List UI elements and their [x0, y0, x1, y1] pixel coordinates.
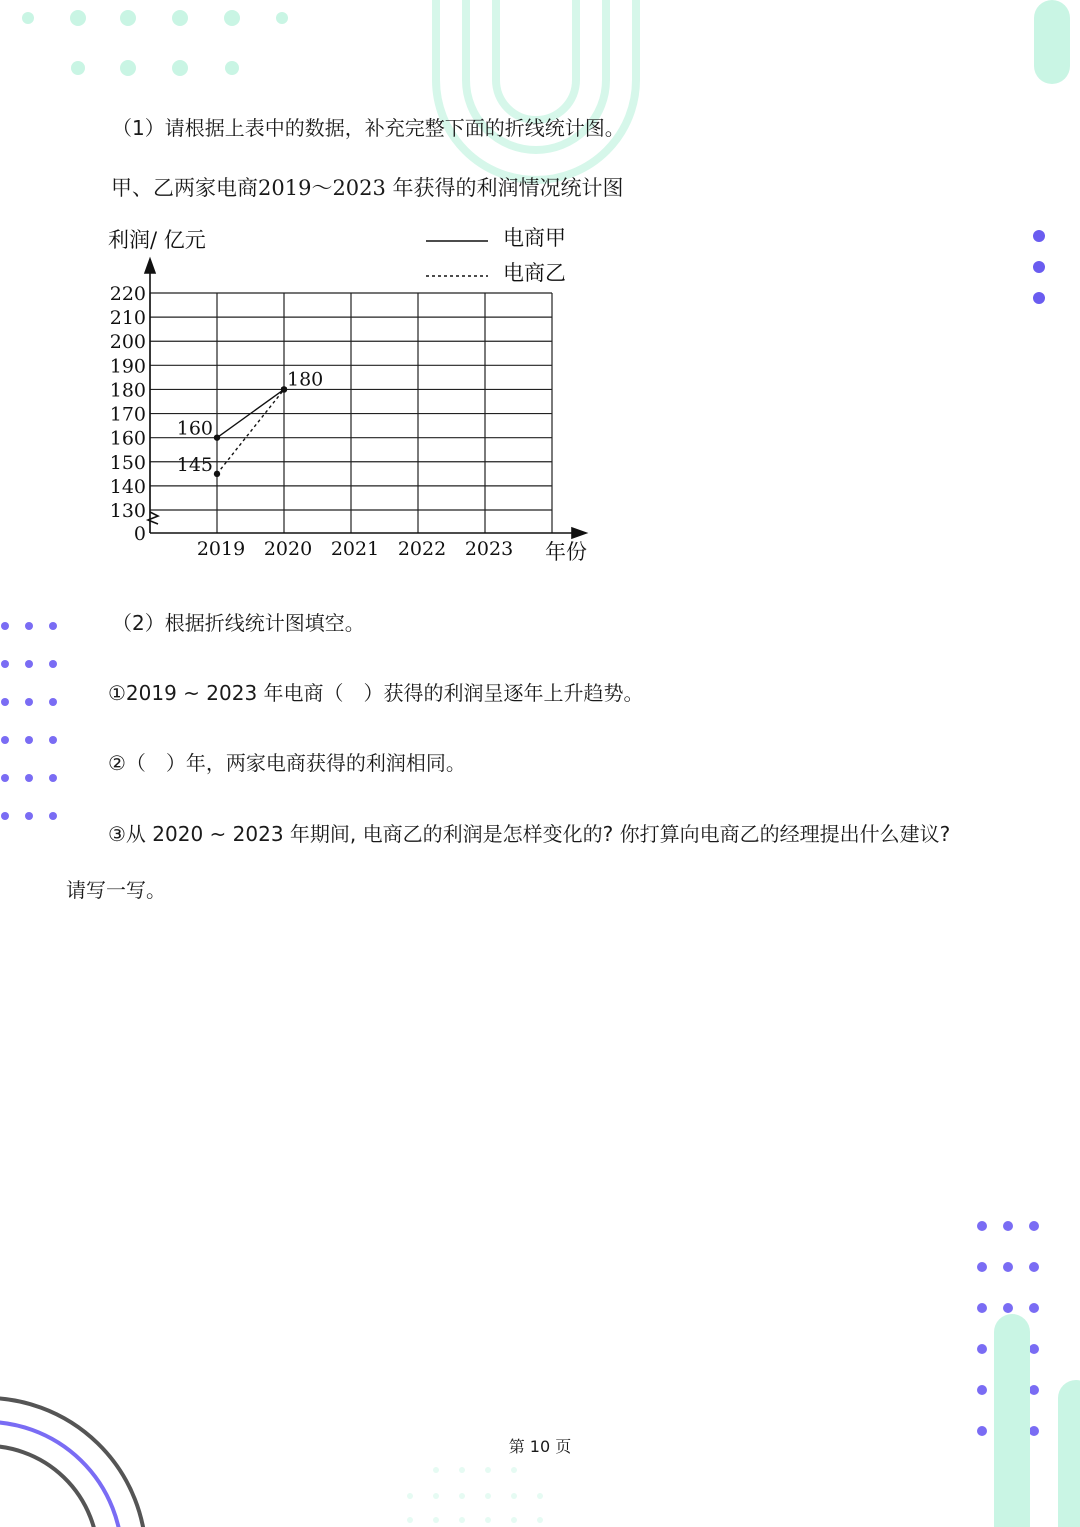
chart-title: 甲、乙两家电商2019～2023 年获得的利润情况统计图 — [111, 176, 624, 200]
y-tick-label: 150 — [109, 451, 146, 474]
y-axis-label: 利润/ 亿元 — [108, 228, 206, 252]
x-axis-arrow — [572, 528, 586, 538]
y-tick-label: 210 — [109, 307, 146, 330]
page-number: 第 10 页 — [508, 1437, 572, 1456]
line-chart — [90, 215, 610, 575]
y-tick-label: 200 — [109, 331, 146, 354]
x-tick-label: 2020 — [263, 538, 313, 560]
y-tick-label: 170 — [109, 403, 146, 426]
x-tick-label: 2023 — [464, 538, 514, 560]
y-tick-label: 160 — [109, 427, 146, 450]
legend-label: 电商乙 — [503, 261, 566, 285]
question-1: ①2019 ~ 2023 年电商（ ）获得的利润呈逐年上升趋势。 — [108, 681, 644, 705]
data-point — [214, 434, 220, 440]
question-3: ③从 2020 ~ 2023 年期间, 电商乙的利润是怎样变化的? 你打算向电商乙的经理提出什么建议? — [108, 822, 951, 846]
x-tick-label: 2022 — [397, 538, 447, 560]
y-tick-label: 190 — [109, 355, 146, 378]
x-tick-label: 2019 — [196, 538, 246, 560]
chart-axes — [145, 259, 586, 538]
y-axis-arrow — [145, 259, 155, 273]
series-line-b — [217, 389, 284, 473]
chart-grid — [150, 293, 552, 533]
x-tick-label: 2021 — [330, 538, 380, 560]
y-tick-label: 220 — [109, 283, 146, 305]
question-part2: （2）根据折线统计图填空。 — [112, 611, 365, 635]
data-label: 145 — [176, 453, 213, 476]
data-label: 180 — [287, 368, 324, 391]
data-point — [214, 471, 220, 477]
data-label: 160 — [176, 417, 213, 440]
legend-label: 电商甲 — [503, 226, 566, 250]
y-tick-label: 0 — [133, 523, 146, 545]
question-3-continuation: 请写一写。 — [66, 878, 166, 902]
x-axis-label: 年份 — [545, 540, 587, 564]
y-tick-label: 130 — [109, 500, 146, 522]
y-tick-label: 140 — [109, 475, 146, 498]
question-2: ②（ ）年，两家电商获得的利润相同。 — [108, 751, 466, 775]
question-part1: （1）请根据上表中的数据，补充完整下面的折线统计图。 — [112, 116, 625, 140]
y-tick-label: 180 — [109, 379, 146, 402]
